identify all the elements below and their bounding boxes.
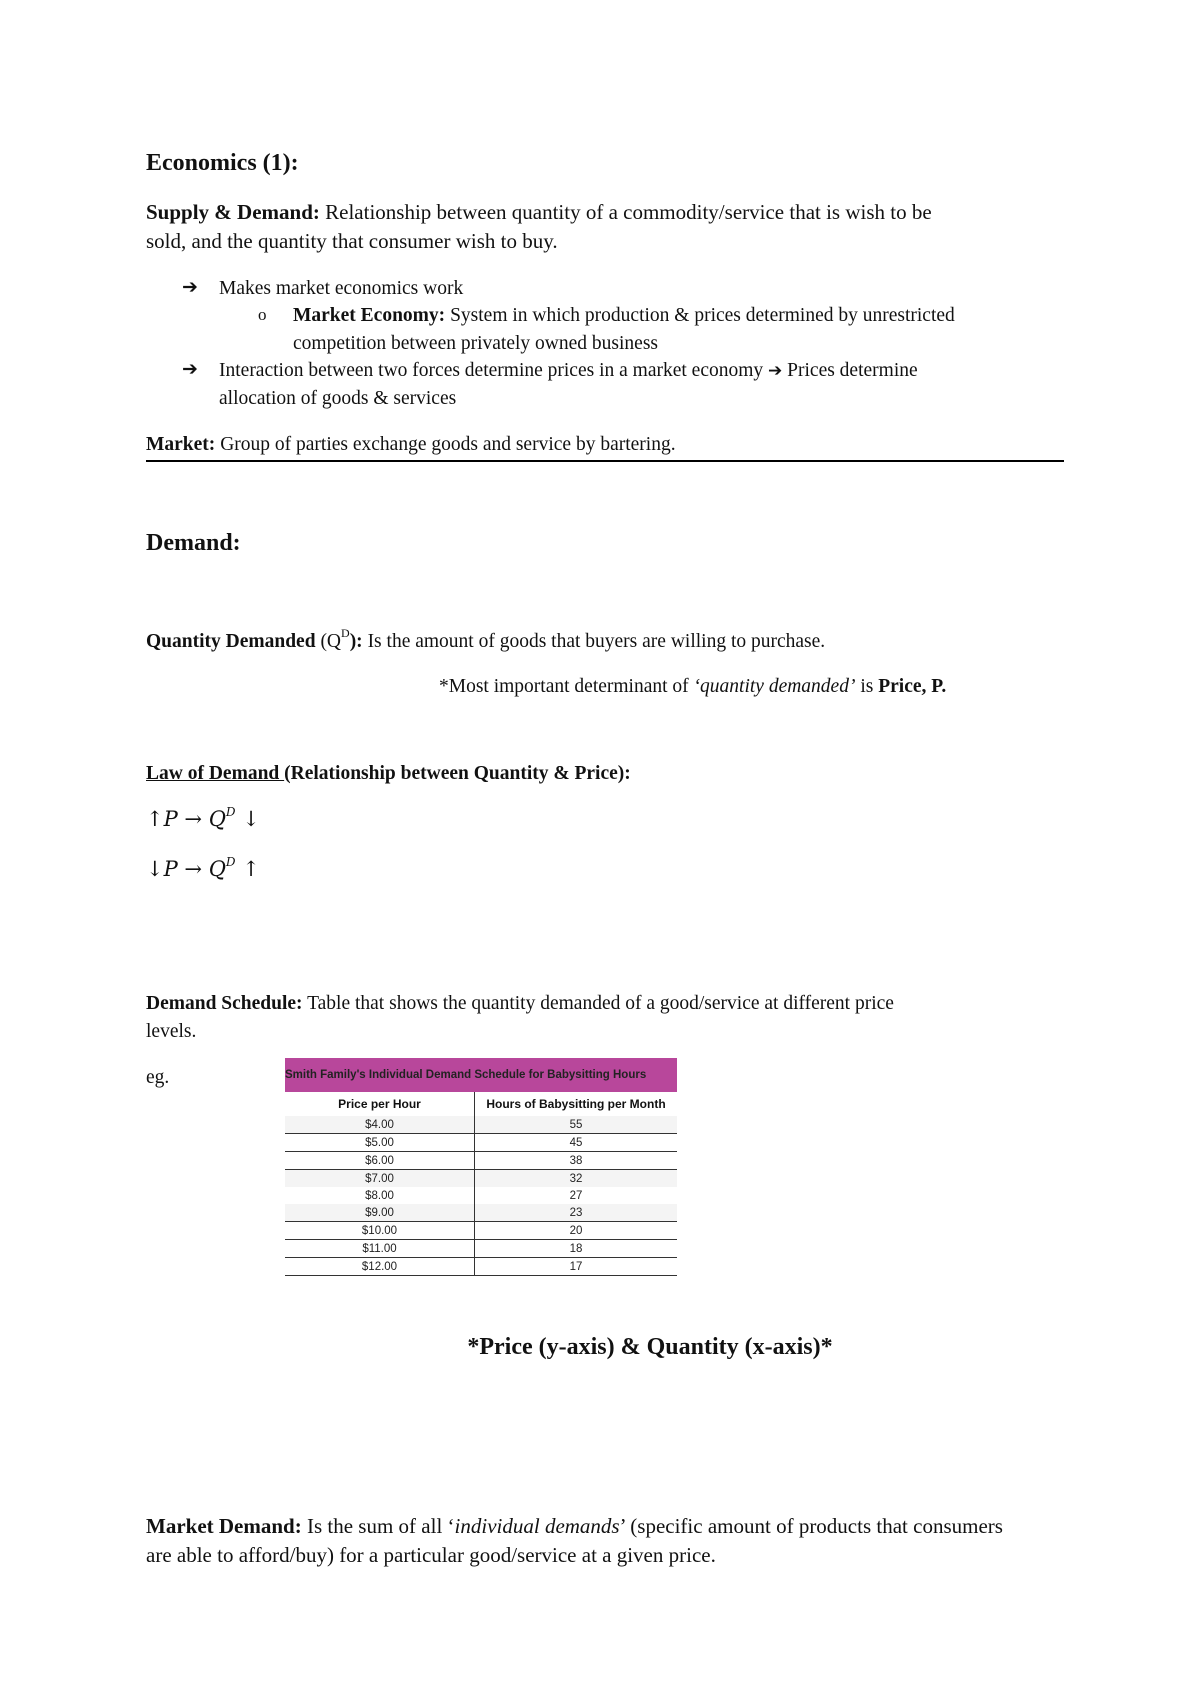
law-rest: (Relationship between Quantity & Price): (284, 763, 631, 784)
demand-schedule-table (285, 1058, 677, 1276)
qd-def: Is the amount of goods that buyers are willing to purchase. (362, 631, 826, 652)
table-row (285, 1152, 677, 1170)
demand-schedule-definition (146, 990, 1076, 1046)
supply-demand-term: Supply & Demand: (146, 200, 320, 224)
law2-lead: ↓ (146, 857, 164, 881)
qd-sup: D (341, 626, 350, 640)
supply-demand-def-line2: sold, and the quantity that consumer wish to buy. (146, 229, 558, 253)
demand-heading: Demand: (146, 530, 241, 556)
inline-arrow-icon: ➔ (768, 361, 783, 381)
bullet-allocation: allocation of goods & services (219, 388, 457, 409)
market-economy-line1 (293, 302, 1083, 330)
law1-lead: ↑ (146, 807, 164, 831)
price-cell: $7.00 (285, 1170, 475, 1188)
supply-demand-def-line1: Relationship between quantity of a commodity/service that is wish to be (319, 200, 932, 224)
hours-cell: 38 (475, 1152, 678, 1170)
demand-schedule-term: Demand Schedule: (146, 993, 303, 1014)
hours-cell: 32 (475, 1170, 678, 1188)
hours-cell: 45 (475, 1134, 678, 1152)
law1-p: P (163, 807, 178, 831)
law2-sup: D (225, 855, 236, 869)
arrow-bullet-icon: ➔ (182, 358, 198, 380)
law2-arrow: → (177, 857, 209, 881)
qd-symbol-open: (Q (315, 631, 342, 652)
quantity-demanded-definition (146, 628, 1076, 656)
table-header-price: Price per Hour (285, 1092, 475, 1116)
demand-schedule-line1 (146, 990, 1076, 1018)
law-of-demand-heading (146, 760, 631, 788)
hours-cell: 23 (475, 1204, 678, 1222)
price-cell: $8.00 (285, 1187, 475, 1204)
law1-q: Q (208, 807, 226, 831)
determinant-italic: ‘quantity demanded’ (693, 676, 856, 697)
price-cell: $5.00 (285, 1134, 475, 1152)
axis-note: *Price (y-axis) & Quantity (x-axis)* (467, 1334, 833, 1360)
bullet-makes-market-work: Makes market economics work (219, 278, 464, 299)
hours-cell: 55 (475, 1116, 678, 1134)
hours-cell: 17 (475, 1258, 678, 1276)
law-underlined: Law of Demand (146, 763, 285, 784)
price-cell: $11.00 (285, 1240, 475, 1258)
market-economy-def-line2: competition between privately owned business (293, 333, 658, 354)
table-row (285, 1240, 677, 1258)
law-line-price-down (146, 857, 260, 881)
market-economy-term: Market Economy: (293, 305, 446, 326)
market-demand-term: Market Demand: (146, 1514, 302, 1538)
law1-arrow: → (177, 807, 209, 831)
price-cell: $6.00 (285, 1152, 475, 1170)
bullet-interaction-line1 (219, 357, 1079, 385)
market-demand-line2: are able to afford/buy) for a particular good/service at a given price. (146, 1543, 716, 1567)
market-economy-def-line1: System in which production & prices determined by unrestricted (445, 305, 955, 326)
determinant-note (439, 673, 946, 701)
circle-bullet-icon: o (258, 305, 267, 324)
section-divider (146, 460, 1064, 462)
hours-cell: 20 (475, 1222, 678, 1240)
bullet-interaction-text: Interaction between two forces determine prices in a market economy (219, 360, 764, 381)
law2-trail: ↑ (235, 857, 260, 881)
table-row (285, 1134, 677, 1152)
determinant-prefix: *Most important determinant of (439, 676, 694, 697)
market-demand-line1 (146, 1512, 1076, 1541)
qd-term: Quantity Demanded (146, 631, 316, 652)
economics-heading: Economics (1): (146, 150, 299, 176)
law1-trail: ↓ (235, 807, 260, 831)
hours-cell: 18 (475, 1240, 678, 1258)
price-cell: $9.00 (285, 1204, 475, 1222)
law2-p: P (163, 857, 178, 881)
bullet-prices-determine: Prices determine (787, 360, 918, 381)
table-title: Smith Family's Individual Demand Schedule for Babysitting Hours (285, 1058, 677, 1092)
table-row (285, 1187, 677, 1204)
market-demand-italic: individual demands (454, 1514, 620, 1538)
arrow-bullet-icon: ➔ (182, 276, 198, 298)
table-row (285, 1204, 677, 1222)
table-row (285, 1170, 677, 1188)
determinant-bold: Price, P. (878, 676, 947, 697)
law1-sup: D (225, 805, 236, 819)
supply-demand-definition (146, 198, 1076, 256)
eg-label: eg. (146, 1067, 170, 1088)
market-term: Market: (146, 434, 216, 455)
law2-q: Q (208, 857, 226, 881)
market-economy-definition (293, 302, 1083, 358)
bullet-interaction (219, 357, 1079, 413)
table-row (285, 1222, 677, 1240)
table-row (285, 1258, 677, 1276)
market-demand-definition (146, 1512, 1076, 1570)
market-demand-pre: Is the sum of all ‘ (301, 1514, 455, 1538)
price-cell: $10.00 (285, 1222, 475, 1240)
supply-demand-line1 (146, 198, 1076, 227)
market-def: Group of parties exchange goods and service by bartering. (215, 434, 676, 455)
hours-cell: 27 (569, 1189, 583, 1202)
market-definition (146, 431, 676, 459)
law-line-price-up (146, 807, 260, 831)
table-header-hours: Hours of Babysitting per Month (486, 1097, 666, 1111)
qd-symbol-close: ): (349, 631, 363, 652)
price-cell: $4.00 (285, 1116, 475, 1134)
table-row (285, 1116, 677, 1134)
demand-schedule-def-line2: levels. (146, 1021, 197, 1042)
price-cell: $12.00 (285, 1258, 475, 1276)
market-demand-post: ’ (specific amount of products that consumers (619, 1514, 1003, 1538)
determinant-mid: is (855, 676, 879, 697)
demand-schedule-def-line1: Table that shows the quantity demanded of a good/service at different price (302, 993, 894, 1014)
